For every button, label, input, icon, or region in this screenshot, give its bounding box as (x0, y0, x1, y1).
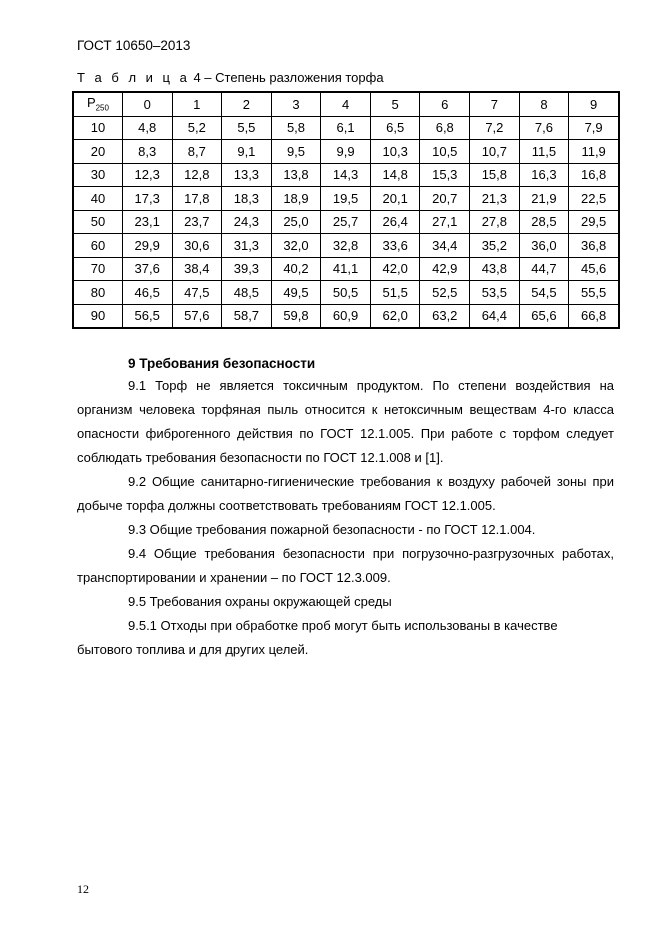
table-body (73, 92, 619, 328)
table-cell: 26,4 (370, 210, 420, 234)
header-label: Р (86, 95, 96, 111)
table-caption-title: – Степень разложения торфа (204, 70, 384, 85)
table-cell: 24,3 (222, 210, 272, 234)
table-cell: 14,3 (321, 163, 371, 187)
header-cell: 0 (122, 92, 172, 116)
header-cell-p250 (73, 92, 122, 116)
table-cell: 10,3 (370, 140, 420, 164)
header-cell: 5 (370, 92, 420, 116)
table-cell: 4,8 (122, 116, 172, 140)
table-cell: 57,6 (172, 304, 222, 328)
table-caption (77, 70, 384, 85)
table-cell: 16,3 (519, 163, 569, 187)
table-cell: 20,7 (420, 187, 470, 211)
row-label-cell: 60 (73, 234, 122, 258)
header-cell: 3 (271, 92, 321, 116)
header-cell: 6 (420, 92, 470, 116)
table-cell: 25,0 (271, 210, 321, 234)
table-cell: 42,9 (420, 257, 470, 281)
table-cell: 7,6 (519, 116, 569, 140)
table-cell: 49,5 (271, 281, 321, 305)
row-label-cell: 50 (73, 210, 122, 234)
table-cell: 23,1 (122, 210, 172, 234)
row-label-cell: 10 (73, 116, 122, 140)
table-cell: 25,7 (321, 210, 371, 234)
table-cell: 17,3 (122, 187, 172, 211)
table-cell: 8,3 (122, 140, 172, 164)
table-header-row (73, 92, 619, 116)
paragraph-9-5-1: 9.5.1 Отходы при обработке проб могут быть использованы в качестве бытового топлива и для других целей. (77, 618, 558, 657)
header-cell: 7 (470, 92, 520, 116)
row-label-cell: 30 (73, 163, 122, 187)
table-cell: 32,8 (321, 234, 371, 258)
section-body (77, 374, 614, 662)
table-cell: 48,5 (222, 281, 272, 305)
header-cell: 1 (172, 92, 222, 116)
table-row (73, 234, 619, 258)
table-cell: 12,8 (172, 163, 222, 187)
table-cell: 10,7 (470, 140, 520, 164)
table-cell: 43,8 (470, 257, 520, 281)
row-label-cell: 20 (73, 140, 122, 164)
table-cell: 22,5 (569, 187, 619, 211)
table-cell: 27,8 (470, 210, 520, 234)
table-cell: 56,5 (122, 304, 172, 328)
header-cell: 2 (222, 92, 272, 116)
table-cell: 34,4 (420, 234, 470, 258)
table-cell: 63,2 (420, 304, 470, 328)
table-cell: 37,6 (122, 257, 172, 281)
table-cell: 59,8 (271, 304, 321, 328)
table-cell: 18,9 (271, 187, 321, 211)
table-cell: 6,5 (370, 116, 420, 140)
table-cell: 28,5 (519, 210, 569, 234)
table-cell: 44,7 (519, 257, 569, 281)
table-cell: 39,3 (222, 257, 272, 281)
table-cell: 29,5 (569, 210, 619, 234)
table-cell: 23,7 (172, 210, 222, 234)
table-cell: 6,8 (420, 116, 470, 140)
table-cell: 58,7 (222, 304, 272, 328)
table-cell: 9,5 (271, 140, 321, 164)
table-caption-prefix: Т а б л и ц а (77, 70, 190, 85)
table-cell: 60,9 (321, 304, 371, 328)
table-cell: 8,7 (172, 140, 222, 164)
row-label-cell: 70 (73, 257, 122, 281)
table-cell: 38,4 (172, 257, 222, 281)
table-cell: 5,8 (271, 116, 321, 140)
table-cell: 12,3 (122, 163, 172, 187)
table-cell: 19,5 (321, 187, 371, 211)
table-cell: 30,6 (172, 234, 222, 258)
table-cell: 21,3 (470, 187, 520, 211)
table-cell: 14,8 (370, 163, 420, 187)
table-cell: 16,8 (569, 163, 619, 187)
table-cell: 31,3 (222, 234, 272, 258)
table-cell: 40,2 (271, 257, 321, 281)
table-row (73, 163, 619, 187)
table-cell: 9,9 (321, 140, 371, 164)
paragraph-9-4: 9.4 Общие требования безопасности при погрузочно-разгрузочных работах, транспортировании и хранении – по ГОСТ 12.3.009. (77, 546, 614, 585)
paragraph-9-5: 9.5 Требования охраны окружающей среды (128, 594, 392, 609)
header-cell: 4 (321, 92, 371, 116)
table-cell: 55,5 (569, 281, 619, 305)
table-cell: 13,3 (222, 163, 272, 187)
table-row (73, 116, 619, 140)
table-cell: 20,1 (370, 187, 420, 211)
table-cell: 53,5 (470, 281, 520, 305)
row-label-cell: 80 (73, 281, 122, 305)
header-cell: 9 (569, 92, 619, 116)
table-cell: 64,4 (470, 304, 520, 328)
table-row (73, 140, 619, 164)
table-cell: 15,8 (470, 163, 520, 187)
table-cell: 29,9 (122, 234, 172, 258)
table-row (73, 257, 619, 281)
table-cell: 6,1 (321, 116, 371, 140)
table-cell: 18,3 (222, 187, 272, 211)
table-cell: 62,0 (370, 304, 420, 328)
table-cell: 13,8 (271, 163, 321, 187)
table-row (73, 210, 619, 234)
table-caption-number: 4 (193, 70, 201, 85)
table-cell: 17,8 (172, 187, 222, 211)
table-cell: 42,0 (370, 257, 420, 281)
header-cell: 8 (519, 92, 569, 116)
table-cell: 27,1 (420, 210, 470, 234)
table-cell: 36,8 (569, 234, 619, 258)
paragraph-9-1: 9.1 Торф не является токсичным продуктом. По степени воздействия на организм человека торфяная пыль относится к нетоксичным веществам 4-го класса опасности фиброгенного действия по ГОСТ 12.1.005. При работе с торфом следует соблюдать требования безопасности по ГОСТ 12.1.008 и [1]. (77, 378, 614, 465)
table-cell: 50,5 (321, 281, 371, 305)
table-cell: 15,3 (420, 163, 470, 187)
header-subscript: 250 (95, 104, 109, 114)
table-cell: 47,5 (172, 281, 222, 305)
row-label-cell: 40 (73, 187, 122, 211)
table-cell: 21,9 (519, 187, 569, 211)
table-row (73, 187, 619, 211)
decomposition-table (72, 91, 620, 329)
document-header: ГОСТ 10650–2013 (77, 38, 191, 53)
table-cell: 10,5 (420, 140, 470, 164)
table-cell: 46,5 (122, 281, 172, 305)
table-cell: 11,5 (519, 140, 569, 164)
table-cell: 9,1 (222, 140, 272, 164)
table-cell: 33,6 (370, 234, 420, 258)
table-cell: 7,9 (569, 116, 619, 140)
table-cell: 35,2 (470, 234, 520, 258)
paragraph-9-2: 9.2 Общие санитарно-гигиенические требования к воздуху рабочей зоны при добыче торфа должны соответствовать требованиям ГОСТ 12.1.005. (77, 474, 614, 513)
table-cell: 5,5 (222, 116, 272, 140)
table-cell: 65,6 (519, 304, 569, 328)
table-cell: 54,5 (519, 281, 569, 305)
table-cell: 41,1 (321, 257, 371, 281)
table-cell: 36,0 (519, 234, 569, 258)
row-label-cell: 90 (73, 304, 122, 328)
table-cell: 45,6 (569, 257, 619, 281)
table-cell: 32,0 (271, 234, 321, 258)
table-cell: 7,2 (470, 116, 520, 140)
table-cell: 11,9 (569, 140, 619, 164)
table-row (73, 304, 619, 328)
table-cell: 51,5 (370, 281, 420, 305)
paragraph-9-3: 9.3 Общие требования пожарной безопасности - по ГОСТ 12.1.004. (128, 522, 536, 537)
table-cell: 5,2 (172, 116, 222, 140)
table-cell: 52,5 (420, 281, 470, 305)
section-title: 9 Требования безопасности (128, 356, 316, 371)
table-row (73, 281, 619, 305)
table-cell: 66,8 (569, 304, 619, 328)
page-number: 12 (77, 882, 89, 896)
